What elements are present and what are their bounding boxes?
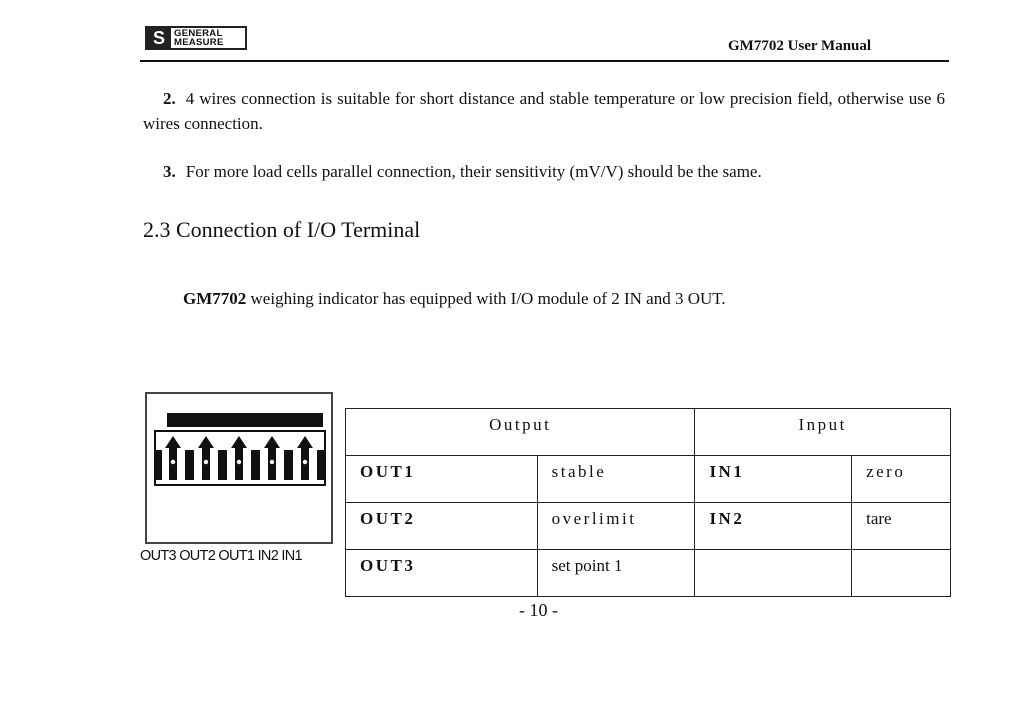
logo-line-1: GENERAL (174, 28, 223, 39)
intro-text: weighing indicator has equipped with I/O module of 2 IN and 3 OUT. (246, 289, 726, 308)
company-logo (145, 26, 247, 50)
intro-model: GM7702 (183, 289, 247, 308)
manual-title: GM7702 User Manual (728, 38, 872, 54)
note-3 (143, 159, 945, 184)
terminal-top-bar (167, 413, 323, 427)
logo-line-2: MEASURE (174, 37, 224, 48)
table-row (346, 550, 951, 597)
input-name: IN2 (695, 503, 852, 550)
note-2-text: 4 wires connection is suitable for short distance and stable temperature or low precision field, otherwise use 6 wires connection. (143, 89, 945, 133)
terminal-pin-1 (165, 436, 181, 480)
terminal-pin-5 (297, 436, 313, 480)
terminal-pin-2 (198, 436, 214, 480)
note-3-number: 3. (163, 162, 176, 181)
terminal-caption: OUT3 OUT2 OUT1 IN2 IN1 (140, 548, 302, 564)
header-input: Input (695, 409, 951, 456)
io-table (345, 408, 951, 597)
header-divider (140, 60, 949, 62)
table-row (346, 456, 951, 503)
intro-paragraph (183, 289, 726, 309)
input-name: IN1 (695, 456, 852, 503)
output-function: set point 1 (537, 550, 695, 597)
output-function: stable (537, 456, 695, 503)
note-2 (143, 86, 945, 136)
header-output: Output (346, 409, 695, 456)
note-3-text: For more load cells parallel connection, their sensitivity (mV/V) should be the same. (185, 162, 762, 181)
input-function: zero (852, 456, 951, 503)
table-header-row (346, 409, 951, 456)
table-row (346, 503, 951, 550)
output-function: overlimit (537, 503, 695, 550)
output-name: OUT1 (346, 456, 538, 503)
logo-icon: S (147, 28, 171, 48)
input-name (695, 550, 852, 597)
page-number: - 10 - (519, 600, 558, 620)
io-terminal-diagram (145, 392, 333, 544)
note-2-number: 2. (163, 89, 176, 108)
section-heading: 2.3 Connection of I/O Terminal (143, 217, 421, 242)
logo-text (171, 29, 245, 47)
terminal-body (154, 430, 326, 486)
input-function (852, 550, 951, 597)
terminal-pins-graphic (156, 432, 324, 484)
output-name: OUT2 (346, 503, 538, 550)
terminal-pin-3 (231, 436, 247, 480)
terminal-pin-4 (264, 436, 280, 480)
output-name: OUT3 (346, 550, 538, 597)
input-function: tare (852, 503, 951, 550)
